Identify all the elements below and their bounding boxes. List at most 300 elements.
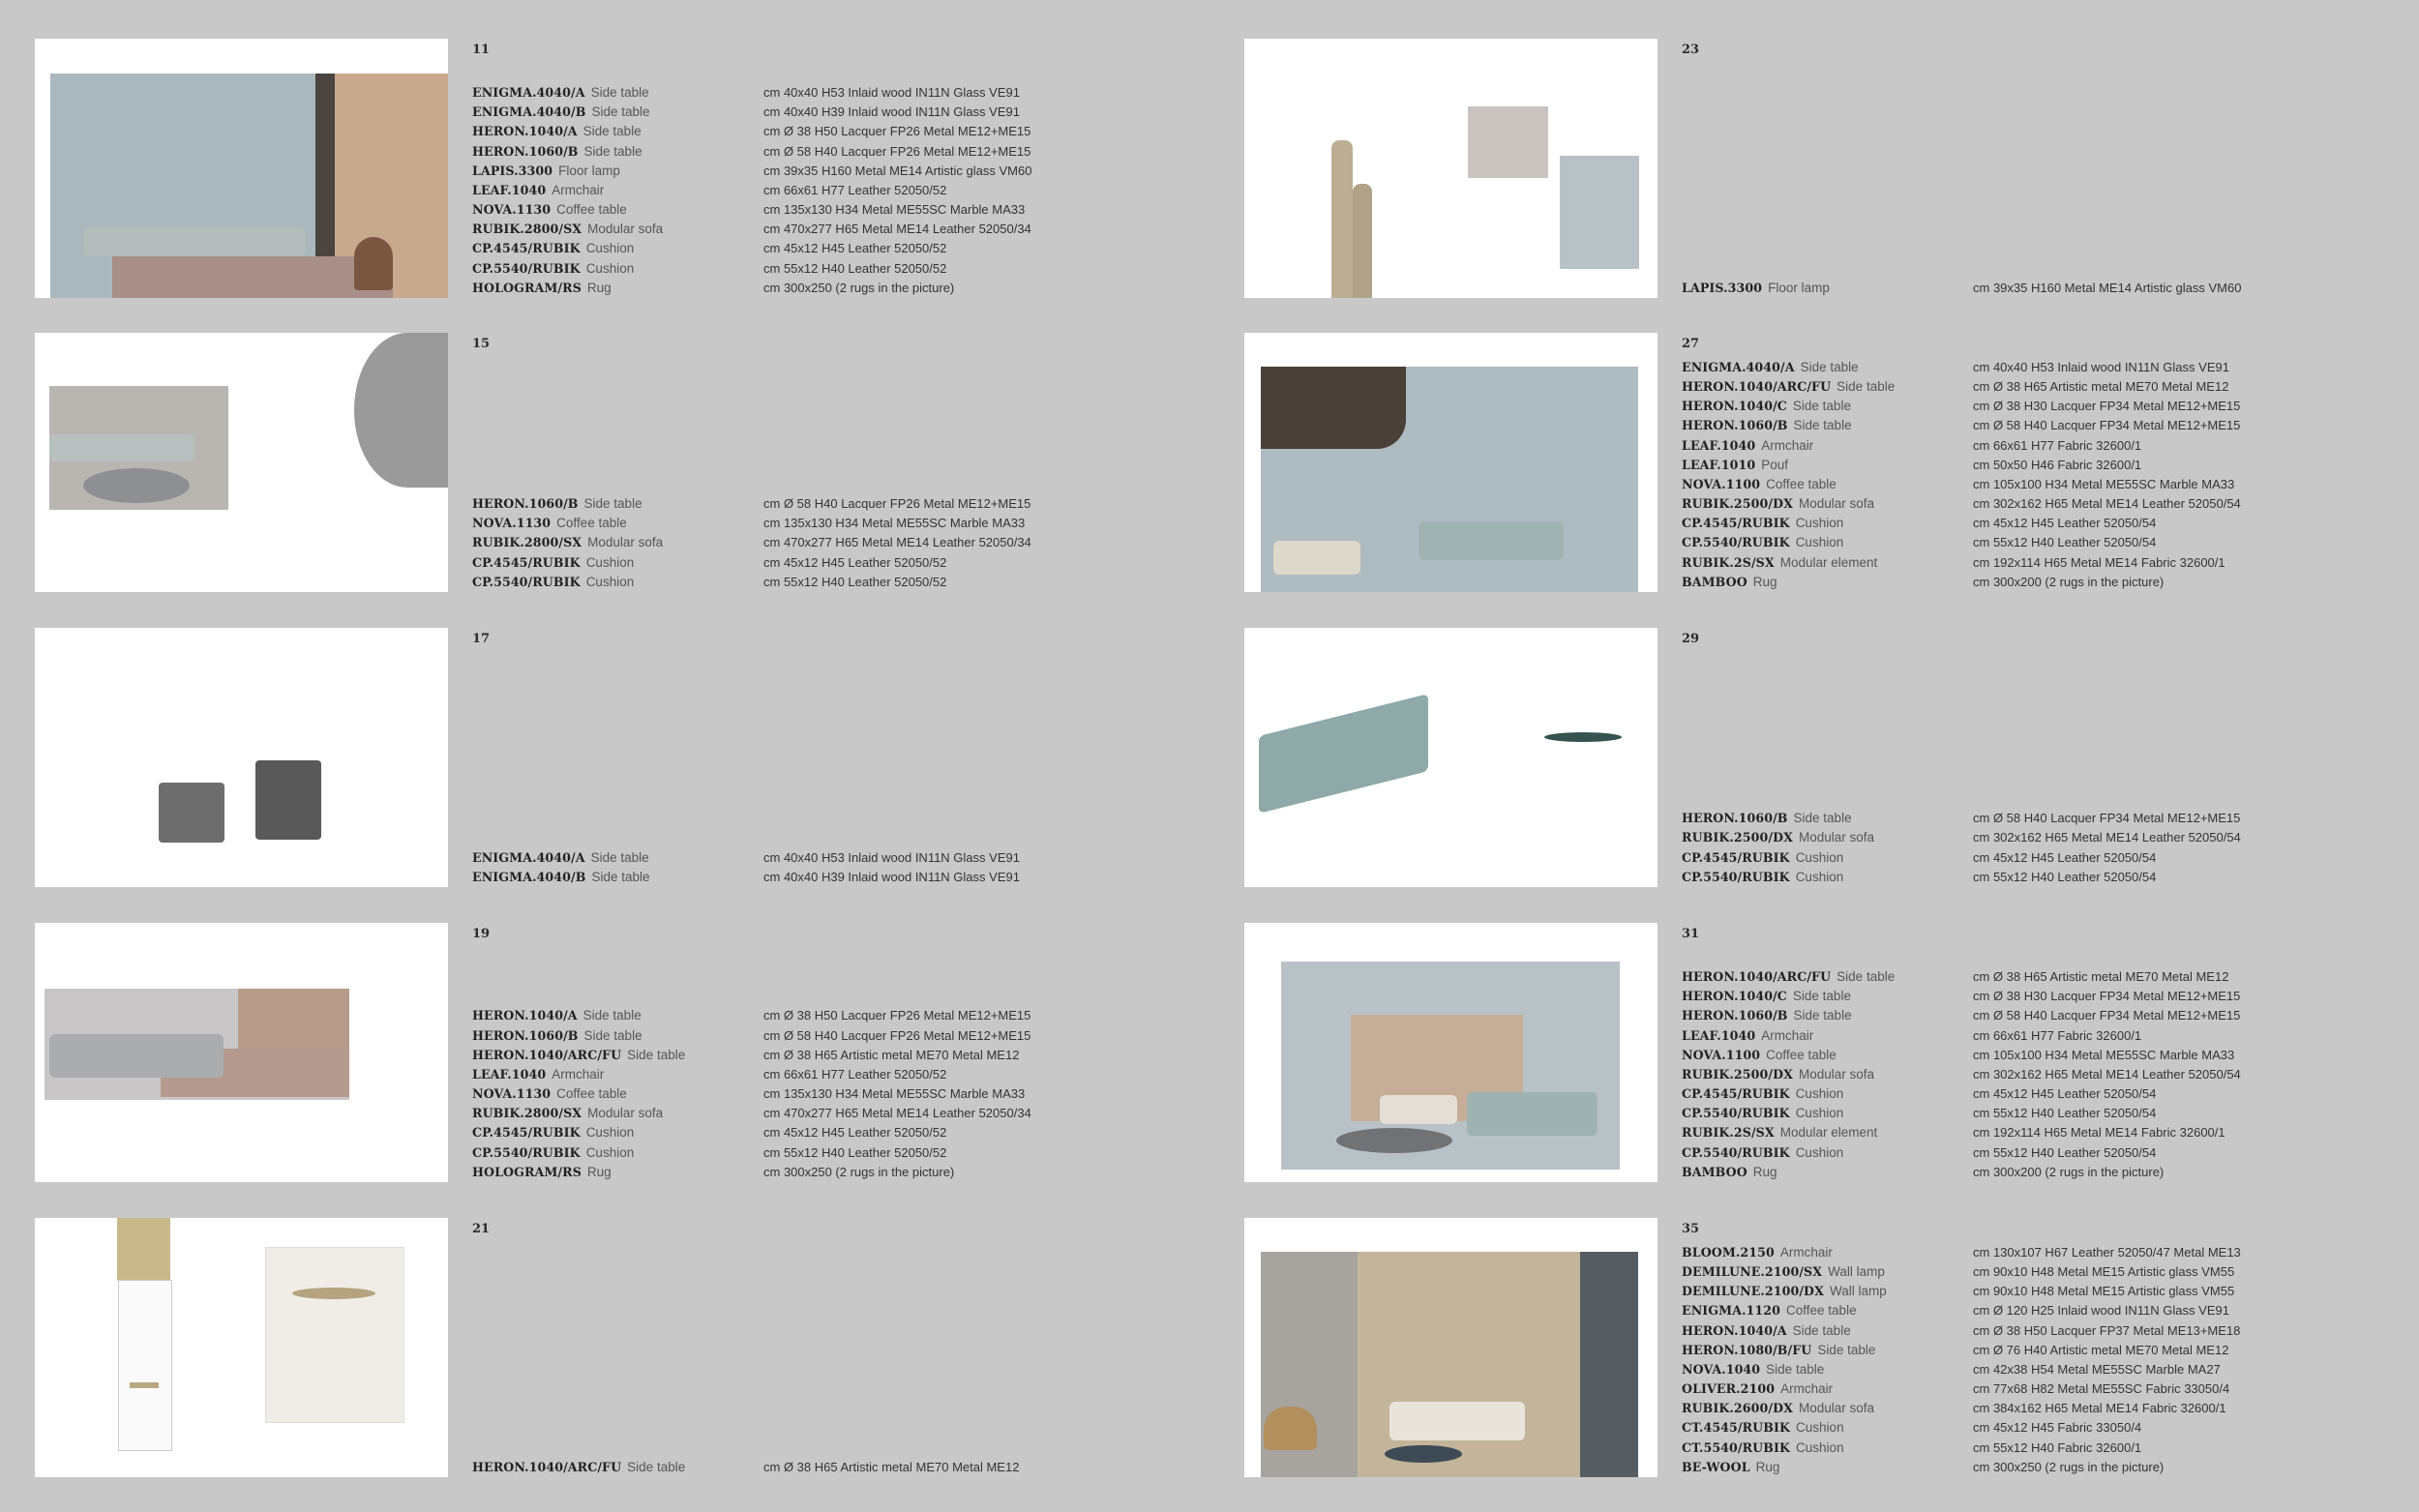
product-spec: cm Ø 38 H30 Lacquer FP34 Metal ME12+ME15 [1973,989,2241,1004]
product-type: Coffee table [556,1086,627,1102]
product-list [1682,1243,2419,1477]
product-row [472,553,1227,573]
product-code: HERON.1060/B [472,1027,579,1043]
product-code: HERON.1040/C [1682,989,1787,1004]
product-spec: cm Ø 58 H40 Lacquer FP26 Metal ME12+ME15 [763,496,1031,512]
product-type: Side table [1793,1008,1852,1023]
product-row [472,1084,1227,1104]
product-row [1682,1143,2419,1163]
product-spec: cm Ø 58 H40 Lacquer FP34 Metal ME12+ME15 [1973,811,2241,826]
product-spec: cm 55x12 H40 Leather 52050/54 [1973,869,2157,884]
product-code: CP.5540/RUBIK [472,260,581,276]
product-code: CP.5540/RUBIK [1682,1144,1790,1160]
product-code: LEAF.1010 [1682,457,1756,472]
product-type: Side table [1792,399,1851,414]
catalog-entry [35,923,1235,1182]
product-spec: cm 40x40 H53 Inlaid wood IN11N Glass VE91 [763,849,1020,865]
product-code: OLIVER.2100 [1682,1381,1776,1397]
product-code: HERON.1080/B/FU [1682,1342,1812,1357]
product-code: NOVA.1130 [472,516,552,531]
product-spec: cm 300x250 (2 rugs in the picture) [1973,1459,2165,1474]
product-code: CP.4545/RUBIK [472,554,581,570]
product-row [1682,279,2419,298]
product-photo [1244,628,1657,887]
product-row [1682,828,2419,847]
product-code: RUBIK.2500/DX [1682,1066,1793,1082]
product-code: LEAF.1040 [472,1066,547,1082]
product-type: Modular sofa [587,1106,664,1121]
product-type: Side table [1766,1361,1825,1377]
product-row [472,573,1227,592]
product-code: CT.4545/RUBIK [1682,1420,1791,1436]
product-row [1682,1360,2419,1379]
product-list [472,1006,1227,1182]
product-code: HERON.1040/A [1682,1322,1787,1338]
product-photo [1244,333,1657,592]
product-row [1682,1418,2419,1438]
product-code: CP.5540/RUBIK [1682,1106,1790,1121]
product-row [472,848,1227,868]
product-photo [1244,1218,1657,1477]
product-row [472,259,1227,279]
product-code: ENIGMA.1120 [1682,1303,1781,1319]
product-code: CP.4545/RUBIK [1682,849,1790,865]
product-code: LEAF.1040 [472,182,547,197]
page-number: 17 [472,632,491,646]
product-photo [35,628,448,887]
product-code: HERON.1040/ARC/FU [1682,378,1832,394]
product-list [1682,809,2419,887]
product-spec: cm Ø 58 H40 Lacquer FP34 Metal ME12+ME15 [1973,418,2241,433]
product-code: RUBIK.2S/SX [1682,554,1775,570]
product-list [472,83,1227,298]
catalog-entry [1244,628,2419,887]
product-type: Cushion [1795,1106,1844,1121]
product-type: Side table [1792,1322,1851,1338]
product-type: Side table [1817,1342,1876,1357]
product-row [1682,868,2419,887]
product-code: LAPIS.3300 [472,163,553,178]
product-type: Modular sofa [1798,496,1875,512]
product-spec: cm 45x12 H45 Leather 52050/52 [763,554,947,570]
product-type: Armchair [1761,1027,1814,1043]
product-row [1682,1301,2419,1320]
product-photo [35,923,448,1182]
product-row [472,1163,1227,1182]
product-code: ENIGMA.4040/A [472,849,585,865]
product-row [1682,436,2419,456]
product-type: Rug [586,1164,612,1179]
product-spec: cm Ø 38 H65 Artistic metal ME70 Metal ME12 [1973,378,2229,394]
product-row [1682,1341,2419,1360]
product-code: ENIGMA.4040/A [1682,359,1795,374]
product-code: HERON.1060/B [472,496,579,512]
product-row [1682,1321,2419,1341]
product-type: Side table [582,124,642,139]
product-row [472,239,1227,258]
product-code: RUBIK.2800/SX [472,535,582,550]
page-number: 31 [1682,927,1700,941]
product-spec: cm 55x12 H40 Leather 52050/54 [1973,1144,2157,1160]
product-spec: cm 55x12 H40 Leather 52050/52 [763,260,947,276]
product-spec: cm Ø 38 H65 Artistic metal ME70 Metal ME12 [763,1459,1020,1474]
product-code: NOVA.1100 [1682,1047,1761,1062]
product-type: Cushion [1796,1420,1844,1436]
product-spec: cm 45x12 H45 Leather 52050/52 [763,241,947,256]
product-spec: cm 302x162 H65 Metal ME14 Leather 52050/54 [1973,830,2241,845]
product-type: Side table [1800,359,1859,374]
product-type: Modular sofa [1798,830,1875,845]
product-row [1682,416,2419,435]
product-spec: cm 66x61 H77 Fabric 32600/1 [1973,437,2142,453]
product-list [1682,358,2419,592]
product-type: Armchair [552,182,605,197]
product-code: CP.5540/RUBIK [1682,869,1790,884]
product-row [1682,1084,2419,1104]
product-code: NOVA.1100 [1682,476,1761,491]
product-row [472,1065,1227,1084]
product-list [472,1458,1227,1477]
product-spec: cm 45x12 H45 Leather 52050/54 [1973,516,2157,531]
product-row [472,1458,1227,1477]
product-code: LAPIS.3300 [1682,280,1763,295]
product-row [1682,377,2419,397]
product-type: Rug [1752,574,1777,589]
product-spec: cm 39x35 H160 Metal ME14 Artistic glass VM60 [763,163,1032,178]
product-code: HERON.1060/B [1682,418,1788,433]
page-number: 19 [472,927,491,941]
product-list [472,494,1227,592]
product-type: Side table [1793,418,1852,433]
product-spec: cm 192x114 H65 Metal ME14 Fabric 32600/1 [1973,554,2225,570]
product-code: BAMBOO [1682,574,1747,589]
product-row [1682,848,2419,868]
product-code: HOLOGRAM/RS [472,1164,582,1179]
product-type: Cushion [585,260,635,276]
product-type: Rug [1752,1164,1777,1179]
product-type: Cushion [1795,1086,1844,1102]
product-code: ENIGMA.4040/B [472,104,586,120]
product-spec: cm Ø 38 H65 Artistic metal ME70 Metal ME12 [1973,968,2229,984]
product-row [1682,1262,2419,1282]
product-type: Floor lamp [1768,280,1830,295]
product-code: CP.4545/RUBIK [472,241,581,256]
product-code: BE-WOOL [1682,1459,1750,1474]
product-spec: cm 66x61 H77 Leather 52050/52 [763,182,947,197]
product-type: Cushion [585,554,635,570]
catalog-entry [1244,923,2419,1182]
product-type: Cushion [585,1144,635,1160]
product-spec: cm 40x40 H53 Inlaid wood IN11N Glass VE91 [763,84,1020,100]
product-row [1682,1006,2419,1025]
product-spec: cm Ø 38 H50 Lacquer FP26 Metal ME12+ME15 [763,124,1031,139]
product-list [472,848,1227,887]
product-spec: cm Ø 38 H50 Lacquer FP37 Metal ME13+ME18 [1973,1322,2241,1338]
product-type: Armchair [1780,1381,1834,1397]
product-type: Coffee table [556,202,627,218]
product-code: DEMILUNE.2100/DX [1682,1284,1824,1299]
product-code: LEAF.1040 [1682,1027,1756,1043]
product-spec: cm 42x38 H54 Metal ME55SC Marble MA27 [1973,1361,2221,1377]
product-spec: cm 90x10 H48 Metal ME15 Artistic glass VM55 [1973,1284,2235,1299]
product-code: RUBIK.2S/SX [1682,1125,1775,1141]
product-row [472,494,1227,514]
product-spec: cm 55x12 H40 Leather 52050/52 [763,1144,947,1160]
product-row [1682,533,2419,552]
product-spec: cm 40x40 H39 Inlaid wood IN11N Glass VE91 [763,869,1020,884]
product-row [472,279,1227,298]
product-spec: cm 66x61 H77 Leather 52050/52 [763,1066,947,1082]
product-row [1682,553,2419,573]
product-spec: cm 105x100 H34 Metal ME55SC Marble MA33 [1973,1047,2235,1062]
product-type: Modular sofa [587,535,664,550]
product-code: HERON.1040/A [472,1008,578,1023]
product-row [472,1026,1227,1046]
product-type: Cushion [1795,1144,1844,1160]
product-type: Side table [591,869,650,884]
product-type: Side table [1837,968,1896,984]
product-type: Pouf [1761,457,1789,472]
product-code: CT.5540/RUBIK [1682,1439,1791,1455]
product-type: Wall lamp [1829,1284,1887,1299]
product-type: Side table [627,1459,686,1474]
product-type: Modular sofa [1798,1066,1875,1082]
product-spec: cm 105x100 H34 Metal ME55SC Marble MA33 [1973,476,2235,491]
product-spec: cm 90x10 H48 Metal ME15 Artistic glass VM55 [1973,1263,2235,1279]
product-spec: cm 302x162 H65 Metal ME14 Leather 52050/54 [1973,1066,2241,1082]
product-row [472,181,1227,200]
product-code: HERON.1060/B [472,143,579,159]
product-code: CP.4545/RUBIK [472,1125,581,1141]
product-spec: cm 470x277 H65 Metal ME14 Leather 52050/34 [763,535,1031,550]
page-number: 35 [1682,1222,1700,1236]
product-spec: cm 384x162 H65 Metal ME14 Fabric 32600/1 [1973,1401,2226,1416]
product-code: CP.5540/RUBIK [472,574,581,589]
product-spec: cm Ø 76 H40 Artistic metal ME70 Metal ME12 [1973,1342,2229,1357]
product-row [1682,809,2419,828]
product-spec: cm 300x250 (2 rugs in the picture) [763,1164,955,1179]
product-spec: cm 300x200 (2 rugs in the picture) [1973,1164,2165,1179]
product-type: Cushion [1796,1439,1844,1455]
product-photo [35,333,448,592]
product-type: Modular sofa [1798,1401,1875,1416]
product-type: Wall lamp [1828,1263,1885,1279]
product-row [1682,1282,2419,1301]
product-code: HERON.1060/B [1682,811,1788,826]
product-type: Cushion [1795,535,1844,550]
product-code: RUBIK.2500/DX [1682,496,1793,512]
product-row [1682,1104,2419,1123]
product-type: Modular element [1779,554,1878,570]
product-type: Armchair [1761,437,1814,453]
product-spec: cm 45x12 H45 Leather 52050/54 [1973,849,2157,865]
product-code: DEMILUNE.2100/SX [1682,1263,1823,1279]
product-row [1682,573,2419,592]
product-type: Side table [591,104,650,120]
product-spec: cm 40x40 H39 Inlaid wood IN11N Glass VE91 [763,104,1020,120]
product-code: RUBIK.2800/SX [472,222,582,237]
product-spec: cm 66x61 H77 Fabric 32600/1 [1973,1027,2142,1043]
product-row [1682,358,2419,377]
product-type: Floor lamp [558,163,620,178]
product-type: Side table [1837,378,1896,394]
catalog-entry [1244,1218,2419,1477]
product-spec: cm 45x12 H45 Leather 52050/54 [1973,1086,2157,1102]
product-spec: cm Ø 58 H40 Lacquer FP34 Metal ME12+ME15 [1973,1008,2241,1023]
product-row [1682,456,2419,475]
product-type: Side table [583,1027,642,1043]
product-code: BLOOM.2150 [1682,1244,1775,1260]
product-code: HERON.1060/B [1682,1008,1788,1023]
page-number: 29 [1682,632,1700,646]
product-spec: cm Ø 58 H40 Lacquer FP26 Metal ME12+ME15 [763,143,1031,159]
page-number: 21 [472,1222,491,1236]
product-spec: cm Ø 38 H30 Lacquer FP34 Metal ME12+ME15 [1973,399,2241,414]
product-spec: cm 302x162 H65 Metal ME14 Leather 52050/54 [1973,496,2241,512]
product-spec: cm 55x12 H40 Leather 52050/52 [763,574,947,589]
product-row [1682,1065,2419,1084]
product-spec: cm 130x107 H67 Leather 52050/47 Metal ME13 [1973,1244,2241,1260]
product-row [1682,1046,2419,1065]
catalog-entry [35,333,1235,592]
product-spec: cm Ø 38 H65 Artistic metal ME70 Metal ME12 [763,1047,1020,1062]
product-type: Coffee table [1786,1303,1857,1319]
product-code: LEAF.1040 [1682,437,1756,453]
product-row [472,868,1227,887]
product-spec: cm 45x12 H45 Fabric 33050/4 [1973,1420,2142,1436]
product-type: Armchair [552,1066,605,1082]
product-code: HERON.1040/ARC/FU [1682,968,1832,984]
product-type: Cushion [585,241,635,256]
product-row [472,533,1227,552]
product-type: Side table [627,1047,686,1062]
product-row [472,200,1227,220]
product-spec: cm 45x12 H45 Leather 52050/52 [763,1125,947,1141]
product-code: HERON.1040/A [472,124,578,139]
product-row [1682,1026,2419,1046]
product-type: Cushion [1795,849,1844,865]
product-spec: cm 135x130 H34 Metal ME55SC Marble MA33 [763,202,1026,218]
product-code: CP.4545/RUBIK [1682,1086,1790,1102]
product-code: RUBIK.2500/DX [1682,830,1793,845]
product-row [472,1123,1227,1142]
product-row [1682,1243,2419,1262]
product-code: HERON.1040/ARC/FU [472,1047,622,1062]
product-row [472,103,1227,122]
product-type: Coffee table [1766,476,1837,491]
product-row [472,514,1227,533]
product-spec: cm 39x35 H160 Metal ME14 Artistic glass VM60 [1973,280,2242,295]
product-type: Coffee table [556,516,627,531]
page-number: 15 [472,337,491,351]
product-spec: cm Ø 38 H50 Lacquer FP26 Metal ME12+ME15 [763,1008,1031,1023]
product-row [472,220,1227,239]
product-row [472,1104,1227,1123]
product-code: NOVA.1130 [472,202,552,218]
product-type: Coffee table [1766,1047,1837,1062]
product-code: ENIGMA.4040/B [472,869,586,884]
product-type: Cushion [585,1125,635,1141]
product-type: Side table [583,496,642,512]
product-type: Cushion [1795,516,1844,531]
product-type: Side table [590,849,649,865]
product-spec: cm 192x114 H65 Metal ME14 Fabric 32600/1 [1973,1125,2225,1141]
product-code: RUBIK.2800/SX [472,1106,582,1121]
product-type: Cushion [585,574,635,589]
product-code: CP.5540/RUBIK [472,1144,581,1160]
product-list [1682,279,2419,298]
page-number: 23 [1682,43,1700,57]
product-row [1682,1379,2419,1399]
product-spec: cm 470x277 H65 Metal ME14 Leather 52050/34 [763,1106,1031,1121]
product-photo [35,39,448,298]
product-spec: cm 50x50 H46 Fabric 32600/1 [1973,457,2142,472]
product-spec: cm 77x68 H82 Metal ME55SC Fabric 33050/4 [1973,1381,2230,1397]
product-spec: cm 55x12 H40 Leather 52050/54 [1973,1106,2157,1121]
product-row [472,83,1227,103]
product-spec: cm 135x130 H34 Metal ME55SC Marble MA33 [763,1086,1026,1102]
product-row [472,1006,1227,1025]
product-code: NOVA.1130 [472,1086,552,1102]
product-row [472,122,1227,141]
product-spec: cm 55x12 H40 Leather 52050/54 [1973,535,2157,550]
product-list [1682,967,2419,1182]
product-row [472,1143,1227,1163]
product-spec: cm 300x200 (2 rugs in the picture) [1973,574,2165,589]
catalog-entry [35,1218,1235,1477]
product-row [1682,967,2419,987]
product-type: Side table [582,1008,642,1023]
product-row [1682,1438,2419,1458]
product-type: Side table [590,84,649,100]
product-row [1682,1163,2419,1182]
catalog-entry [35,39,1235,298]
product-photo [1244,39,1657,298]
product-spec: cm 135x130 H34 Metal ME55SC Marble MA33 [763,516,1026,531]
product-row [1682,987,2419,1006]
product-type: Modular element [1779,1125,1878,1141]
product-type: Rug [586,280,612,295]
product-type: Armchair [1779,1244,1833,1260]
product-row [1682,1458,2419,1477]
product-type: Rug [1755,1459,1780,1474]
product-row [1682,1399,2419,1418]
catalog-entry [35,628,1235,887]
product-row [472,1046,1227,1065]
product-type: Side table [583,143,642,159]
catalog-entry [1244,333,2419,592]
product-row [472,142,1227,162]
product-type: Side table [1793,811,1852,826]
product-code: CP.4545/RUBIK [1682,516,1790,531]
product-spec: cm 300x250 (2 rugs in the picture) [763,280,955,295]
product-spec: cm 470x277 H65 Metal ME14 Leather 52050/34 [763,222,1031,237]
product-spec: cm Ø 120 H25 Inlaid wood IN11N Glass VE91 [1973,1303,2229,1319]
product-row [1682,494,2419,514]
product-row [1682,1123,2419,1142]
product-type: Modular sofa [587,222,664,237]
product-code: RUBIK.2600/DX [1682,1401,1793,1416]
product-code: HERON.1040/C [1682,399,1787,414]
product-photo [1244,923,1657,1182]
product-type: Cushion [1795,869,1844,884]
page-number: 11 [472,43,491,57]
product-row [1682,475,2419,494]
product-code: BAMBOO [1682,1164,1747,1179]
product-row [1682,397,2419,416]
product-code: HOLOGRAM/RS [472,280,582,295]
product-row [472,162,1227,181]
